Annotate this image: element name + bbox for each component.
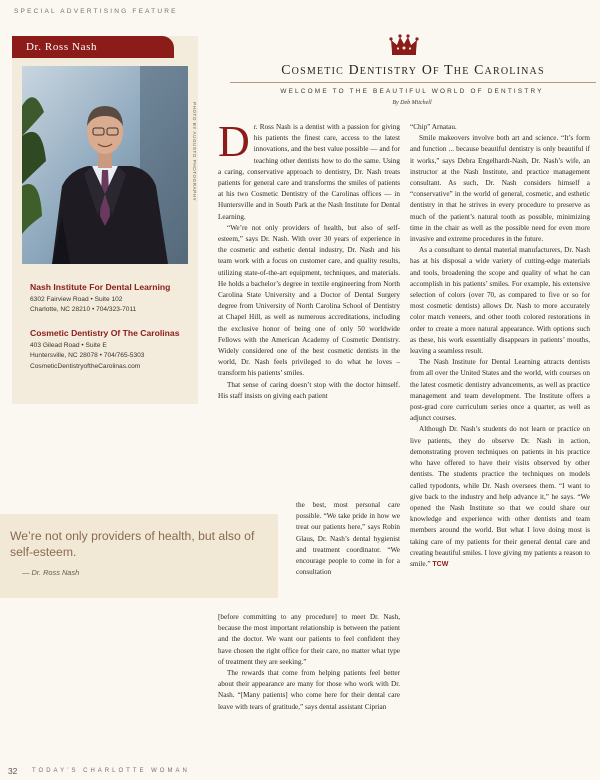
portrait-photo: [22, 66, 188, 264]
pull-quote-text: We’re not only providers of health, but also of self-esteem.: [10, 529, 255, 559]
col1-paragraph-2: “We’re not only providers of health, but also of self-esteem,” says Dr. Nash. With over 30 years of experience in the cosmetic and esthetic dental industry, Dr. Nash and his team work with a focus on customer care, and quality results, utilizing state-of-the-art equipment, techniques, and materials. He holds a bachelor’s degree in textile engineering from North Carolina State University and a Doctor of Dental Surgery degree from University of North Carolina School of Dentistry at Chapel Hill, as well as numerous accreditations, including the exclusive honor of being one of only 50 worldwide Fellows with the American Academy of Cosmetic Dentistry. Widely considered one of the best cosmetic dentists in the world, Dr. Nash feels privileged to do what he loves – transform his patients’ smiles.: [218, 223, 400, 378]
article-column-1: [218, 117, 400, 402]
page-number: 32: [8, 766, 18, 776]
sidebar-name-tab: [12, 36, 174, 58]
col2-paragraph-1: Smile makeovers involve both art and science. “It’s form and function ... because beautiful dentistry is only beautiful if it works,” says Debra Engelhardt-Nash, Dr. Nash’s wife, an instructor at the Nash Institute, and practice management consultant. As such, Dr. Nash considers himself a “conservative” in the world of general, cosmetic, and esthetic dentistry in that he strives in every procedure to preserve as much of the patient’s natural tooth as possible, minimizing time in the chair as well as the possible need for even more invasive and extreme procedures in the future.: [410, 134, 590, 244]
title-divider: [230, 82, 596, 83]
col2-paragraph-4-text: Although Dr. Nash’s students do not learn or practice on live patients, they do observe Dr. Nash in action, demonstrating proven techniques on patients in his practice who have offered to have their visits observed by other dentists. The students practice the techniques on models called typodonts, while Dr. Nash oversees them. “I want to give back to the industry and help advance it,” he says. “We opened the Nash Institute so that we could share our knowledge and experience with other dentists and team members around the world. But what I love doing most is taking care of my patients for their general dental care and creating beautiful smiles. I love giving my patients a reason to smile.”: [410, 425, 590, 568]
end-mark: TCW: [432, 560, 449, 568]
practice-website-link[interactable]: CosmeticDentistryoftheCarolinas.com: [30, 363, 141, 370]
col1-paragraph-1: r. Ross Nash is a dentist with a passion for giving his patients the finest care, access to the latest innovations, and the best value possible — and for teaching other dentists how to do the same. Using a caring, conservative approach to dentistry, Dr. Nash treats patients for general care and transforms the smiles of patients at his two Cosmetic Dentistry of the Carolinas offices — in Huntersville and in South Park at the Nash Institute for Dental Learning.: [218, 123, 400, 221]
article-column-1-end: [218, 612, 400, 713]
sidebar-name-label: Dr. Ross Nash: [26, 41, 98, 53]
col2-paragraph-3: The Nash Institute for Dental Learning attracts dentists from all over the United States and the world, with courses on the latest cosmetic dentistry advancements, as well as practice management and team development. The Institute offers a post-grad core curriculum series once a quarter, as well as adjunct courses.: [410, 358, 590, 423]
col1-paragraph-4: The rewards that come from helping patients feel better about their appearance are many for those who work with Dr. Nash. “[Many patients] who come here for their dental care leave with tears of gratitude,” says dental assistant Ciprian: [218, 669, 400, 711]
pull-quote-attribution: — Dr. Ross Nash: [22, 568, 80, 577]
portrait-illustration: [22, 66, 188, 264]
practice-address-2: Huntersville, NC 28078 • 704/765-5303: [30, 352, 145, 359]
practice-address-1: 403 Gilead Road • Suite E: [30, 342, 107, 349]
crown-logo-icon: [389, 34, 419, 56]
publication-name: TODAY’S CHARLOTTE WOMAN: [32, 768, 190, 774]
institute-address-1: 6302 Fairview Road • Suite 102: [30, 296, 123, 303]
photo-credit: PHOTO BY AUGUSTO PHOTOGRAPHY: [192, 102, 197, 202]
institute-address-2: Charlotte, NC 28210 • 704/323-7011: [30, 306, 137, 313]
col1-paragraph-3-start: That sense of caring doesn’t stop with the doctor himself. His staff insists on giving each patient: [218, 380, 400, 400]
section-label: SPECIAL ADVERTISING FEATURE: [14, 8, 178, 15]
col2-paragraph-2: As a consultant to dental material manufacturers, Dr. Nash has at his disposal a wide variety of cutting-edge materials and tools, broadening the scope and quality of what he can accomplish in his patients’ smiles. For example, his extensive selection of colors (over 70, as compared to five or so for most cosmetic dentists) allows Dr. Nash to more accurately color match veneers, and other tooth colored restorations in order to create a more natural appearance. With options such as these, his work essentially disappears in patients’ mouths, leaving a seamless result.: [410, 246, 590, 356]
article-title: Cosmetic Dentistry Of The Carolinas: [281, 62, 545, 77]
col1-paragraph-3-end: [before committing to any procedure] to meet Dr. Nash, because the most important relationship is between the patient and the doctor. We want our patients to feel confident they have chosen the right office for their care, no matter what type of treatment they are seeking.”: [218, 613, 400, 666]
institute-name: Nash Institute For Dental Learning: [30, 282, 171, 292]
article-subtitle: WELCOME TO THE BEAUTIFUL WORLD OF DENTISTRY: [280, 88, 544, 95]
article-byline: By Deb Mitchell: [392, 100, 432, 106]
article-column-1-narrow: [296, 500, 400, 578]
col1-paragraph-3-narrow: the best, most personal care possible. “We take pride in how we treat our patients here,” says Robin Glaus, Dr. Nash’s dental hygienist and treatment coordinator. “We encourage people to come in for a consultation: [296, 501, 400, 577]
dropcap: D: [218, 117, 250, 166]
col2-paragraph-0: “Chip” Arnatau.: [410, 123, 457, 131]
article-column-2: [410, 122, 590, 570]
practice-name: Cosmetic Dentistry Of The Carolinas: [30, 328, 180, 338]
col2-paragraph-4: [410, 424, 590, 570]
